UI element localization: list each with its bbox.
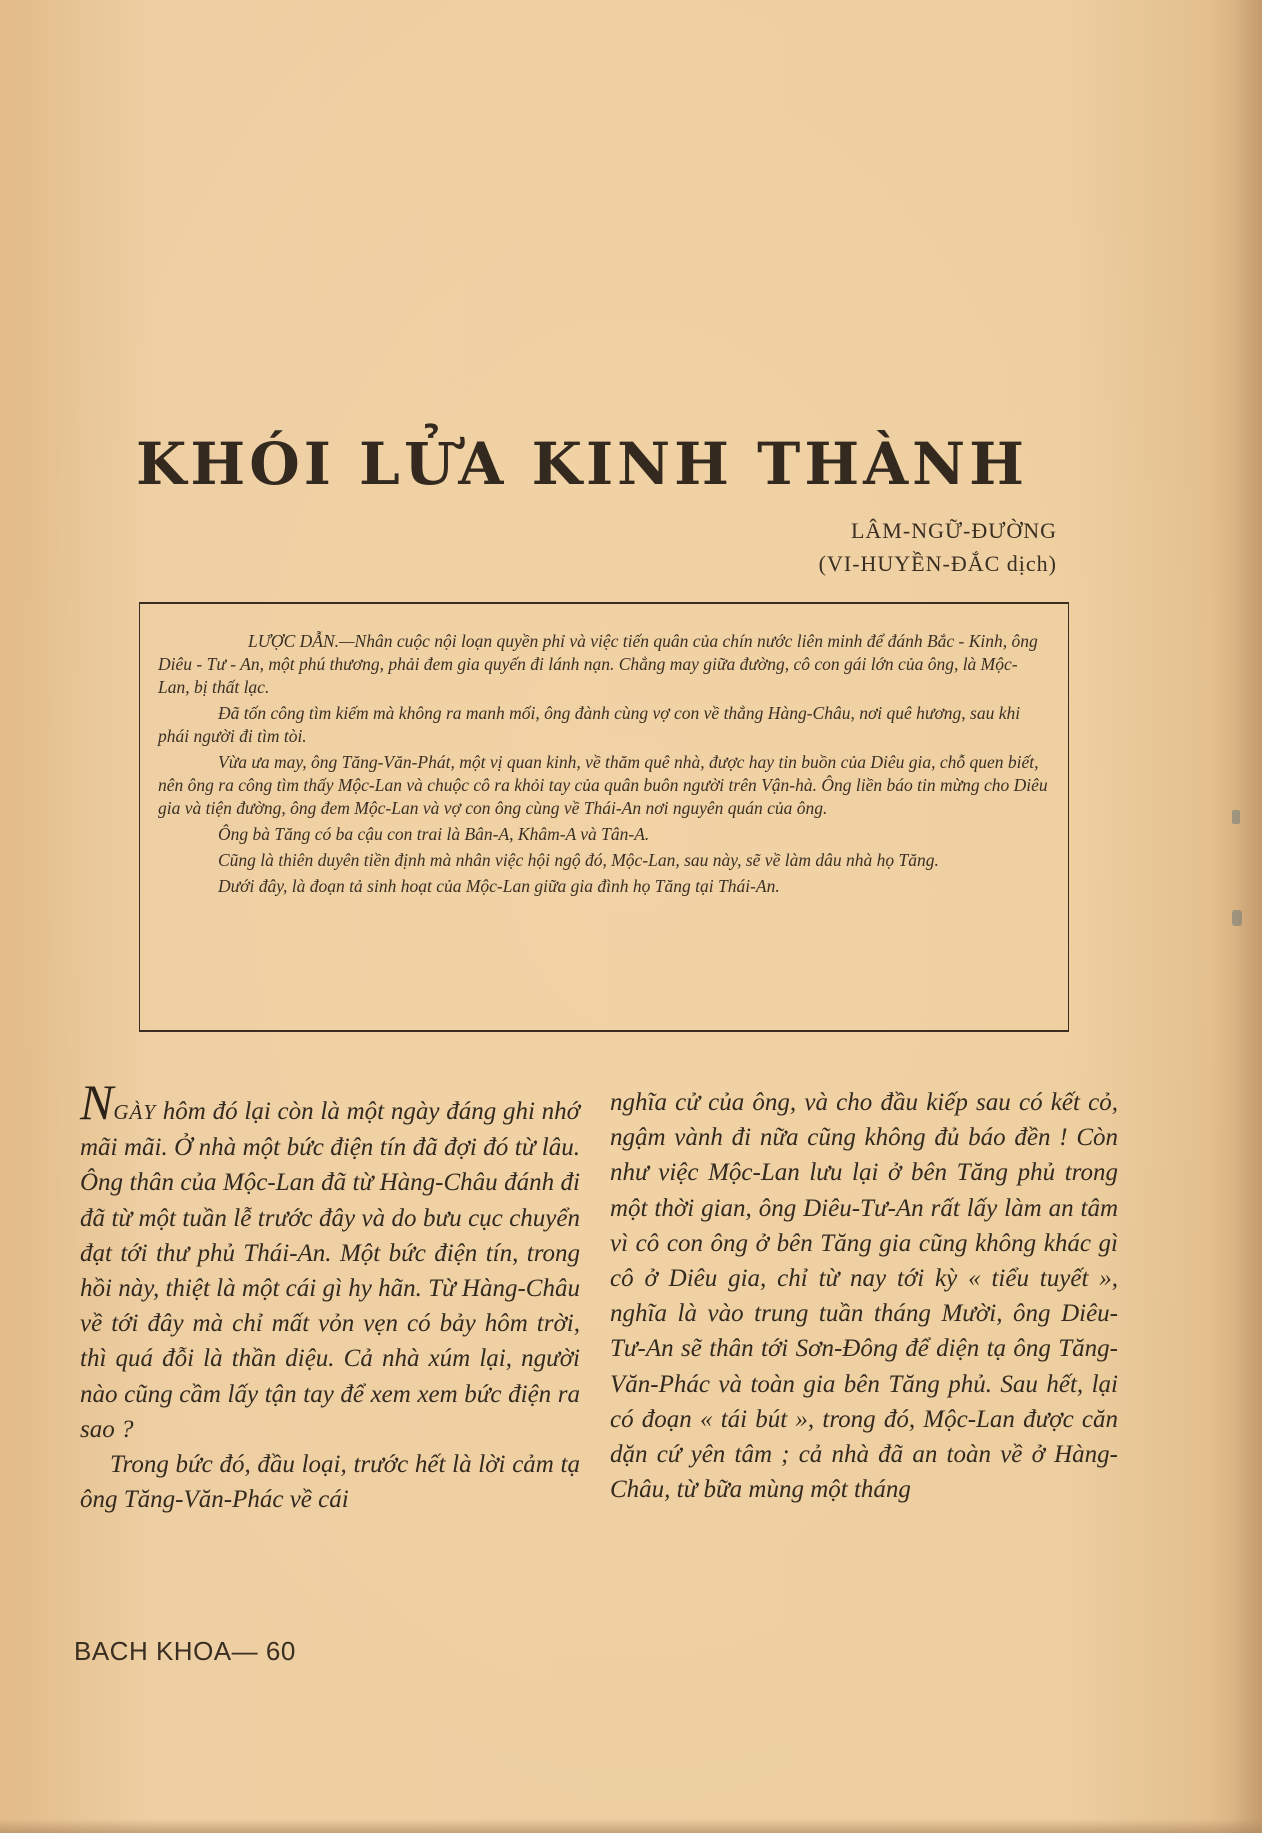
lead-caps: GÀY	[113, 1100, 157, 1124]
summary-paragraph: Ông bà Tăng có ba cậu con trai là Bân-A, Khâm-A và Tân-A.	[218, 824, 650, 844]
author-name: LÂM-NGỮ-ĐƯỜNG	[850, 518, 1057, 543]
summary-box	[139, 602, 1069, 1032]
paper-clip-mark	[1232, 910, 1242, 926]
body-paragraph	[80, 1074, 580, 1447]
article-title: KHÓI LỬA KINH THÀNH	[136, 430, 1028, 498]
body-column-right	[610, 1085, 1118, 1507]
summary-paragraph: Cũng là thiên duyên tiền định mà nhân việc hội ngộ đó, Mộc-Lan, sau này, sẽ về làm dâu nhà họ Tăng.	[218, 850, 939, 870]
drop-cap: N	[80, 1074, 114, 1130]
page-bottom-shadow	[0, 1819, 1262, 1833]
summary-paragraph: LƯỢC DẪN.—Nhân cuộc nội loạn quyền phỉ và việc tiến quân của chín nước liên minh để đánh Bắc - Kinh, ông Diêu - Tư - An, một phú thương, phải đem gia quyến đi lánh nạn. Chẳng may giữa đường, cô con gái lớn của ông, là Mộc-Lan, bị thất lạc.	[158, 631, 1038, 697]
paper-clip-mark	[1232, 810, 1240, 824]
page-footer: BACH KHOA— 60	[74, 1636, 296, 1666]
body-paragraph: Trong bức đó, đầu loại, trước hết là lời cảm tạ ông Tăng-Văn-Phác về cái	[80, 1451, 580, 1514]
summary-paragraph: Đã tốn công tìm kiếm mà không ra manh mối, ông đành cùng vợ con về thẳng Hàng-Châu, nơi quê hương, sau khi phái người đi tìm tòi.	[158, 703, 1021, 746]
body-text: hôm đó lại còn là một ngày đáng ghi nhớ mãi mãi. Ở nhà một bức điện tín đã đợi đó từ lâu. Ông thân của Mộc-Lan đã từ Hàng-Châu đánh đi đã từ một tuần lễ trước đây và do bưu cục chuyển đạt tới thư phủ Thái-An. Một bức điện tín, trong hồi này, thiệt là một cái gì hy hãn. Từ Hàng-Châu về tới đây mà chỉ mất vỏn vẹn có bảy hôm trời, thì quá đỗi là thần diệu. Cả nhà xúm lại, người nào cũng cầm lấy tận tay để xem xem bức điện ra sao ?	[80, 1098, 580, 1443]
body-paragraph: nghĩa cử của ông, và cho đầu kiếp sau có kết cỏ, ngậm vành đi nữa cũng không đủ báo đền ! Còn như việc Mộc-Lan lưu lại ở bên Tăng phủ trong một thời gian, ông Diêu-Tư-An rất lấy làm an tâm vì cô con ông ở bên Tăng gia cũng không khác gì cô ở Diêu gia, chỉ từ nay tới kỳ « tiểu tuyết », nghĩa là vào trung tuần tháng Mười, ông Diêu-Tư-An sẽ thân tới Sơn-Đông để diện tạ ông Tăng-Văn-Phác và toàn gia bên Tăng phủ. Sau hết, lại có đoạn « tái bút », trong đó, Mộc-Lan được căn dặn cứ yên tâm ; cả nhà đã an toàn về ở Hàng-Châu, từ bữa mùng một tháng	[610, 1089, 1118, 1504]
body-column-left	[80, 1074, 580, 1517]
byline	[819, 514, 1057, 580]
summary-paragraph: Dưới đây, là đoạn tả sinh hoạt của Mộc-Lan giữa gia đình họ Tăng tại Thái-An.	[218, 876, 780, 896]
summary-paragraph: Vừa ưa may, ông Tăng-Văn-Phát, một vị quan kinh, về thăm quê nhà, được hay tin buồn của Diêu gia, chỗ quen biết, nên ông ra công tìm thấy Mộc-Lan và chuộc cô ra khỏi tay của quân buôn người trên Vận-hà. Ông liền báo tin mừng cho Diêu gia và tiện đường, ông đem Mộc-Lan và vợ con ông cùng về Thái-An nơi nguyên quán của ông.	[158, 752, 1048, 818]
translator-credit: (VI-HUYỀN-ĐẮC dịch)	[818, 551, 1057, 576]
